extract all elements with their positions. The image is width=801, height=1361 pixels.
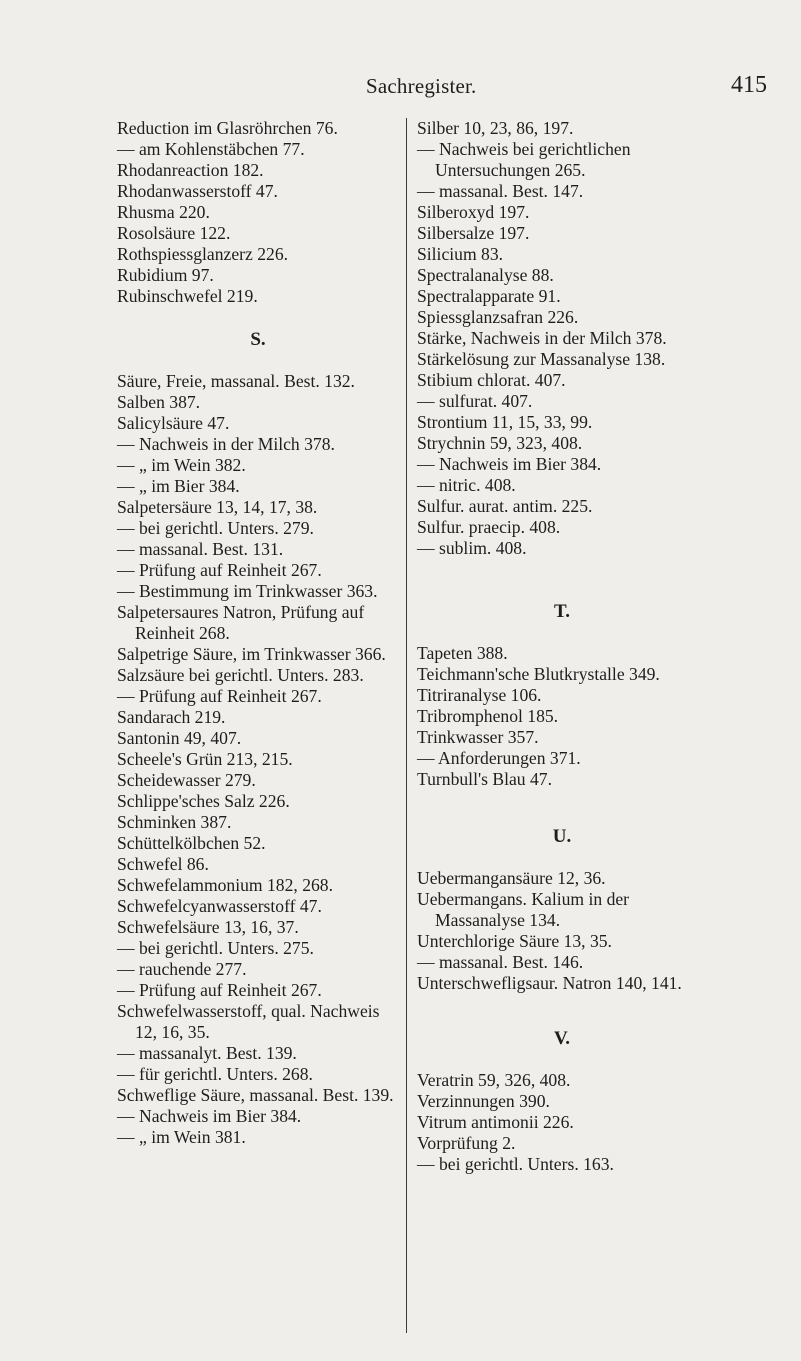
index-entry: Santonin 49, 407. [117, 728, 242, 748]
page-header [0, 68, 801, 102]
index-entry: Rhusma 220. [117, 202, 210, 222]
index-entry: Silber 10, 23, 86, 197. [417, 118, 574, 138]
index-entry: — sulfurat. 407. [417, 391, 533, 411]
index-entry: — Nachweis in der Milch 378. [117, 434, 335, 454]
index-entry: Schwefel 86. [117, 854, 209, 874]
index-entry: Rosolsäure 122. [117, 223, 231, 243]
section-letter-v: V. [553, 1028, 571, 1049]
index-entry: Salben 387. [117, 392, 201, 412]
index-entry: Turnbull's Blau 47. [417, 769, 552, 789]
index-entry: — sublim. 408. [417, 538, 527, 558]
index-entry: — bei gerichtl. Unters. 163. [417, 1154, 614, 1174]
running-title: Sachregister. [366, 74, 477, 98]
index-entry: Strychnin 59, 323, 408. [417, 433, 583, 453]
index-entry: Vorprüfung 2. [417, 1133, 516, 1153]
index-entry: Rothspiessglanzerz 226. [117, 244, 289, 264]
index-list-r [117, 118, 399, 307]
index-entry: — massanal. Best. 147. [417, 181, 584, 201]
index-entry: Schwefelwasserstoff, qual. Nachweis 12, 16, 35. [117, 1001, 380, 1042]
index-entry: Sulfur. aurat. antim. 225. [417, 496, 593, 516]
index-entry: Tapeten 388. [417, 643, 508, 663]
index-entry: Stärkelösung zur Massanalyse 138. [417, 349, 666, 369]
index-entry: — Prüfung auf Reinheit 267. [117, 560, 322, 580]
index-entry: Strontium 11, 15, 33, 99. [417, 412, 593, 432]
index-entry: Salzsäure bei gerichtl. Unters. 283. [117, 665, 364, 685]
index-entry: — Nachweis im Bier 384. [417, 454, 602, 474]
index-entry: Spectralanalyse 88. [417, 265, 554, 285]
index-entry: Schwefelcyanwasserstoff 47. [117, 896, 322, 916]
index-entry: — bei gerichtl. Unters. 275. [117, 938, 314, 958]
index-entry: Unterchlorige Säure 13, 35. [417, 931, 612, 951]
index-entry: Trinkwasser 357. [417, 727, 539, 747]
index-entry: Rhodanwasserstoff 47. [117, 181, 278, 201]
index-entry: — für gerichtl. Unters. 268. [117, 1064, 313, 1084]
page-number: 415 [731, 72, 767, 98]
index-entry: Unterschwefligsaur. Natron 140, 141. [417, 973, 682, 993]
index-entry: Sulfur. praecip. 408. [417, 517, 561, 537]
index-entry: Silbersalze 197. [417, 223, 530, 243]
index-list-s [117, 371, 399, 1148]
section-letter-t: T. [553, 601, 570, 622]
index-entry: Schwefelsäure 13, 16, 37. [117, 917, 299, 937]
index-entry: — am Kohlenstäbchen 77. [117, 139, 305, 159]
index-entry: Uebermangans. Kalium in der Massanalyse 134. [417, 889, 630, 930]
index-entry: — Bestimmung im Trinkwasser 363. [117, 581, 378, 601]
index-entry: Salpetersäure 13, 14, 17, 38. [117, 497, 318, 517]
section-letter-s: S. [250, 329, 266, 350]
index-entry: — massanalyt. Best. 139. [117, 1043, 297, 1063]
index-entry: Säure, Freie, massanal. Best. 132. [117, 371, 355, 391]
left-index-column [117, 118, 399, 1148]
index-list-s-continued [417, 118, 707, 559]
index-entry: — bei gerichtl. Unters. 279. [117, 518, 314, 538]
index-entry: Verzinnungen 390. [417, 1091, 550, 1111]
index-entry: — Prüfung auf Reinheit 267. [117, 980, 322, 1000]
index-entry: Rubinschwefel 219. [117, 286, 258, 306]
index-entry: — Nachweis im Bier 384. [117, 1106, 302, 1126]
index-entry: Schwefelammonium 182, 268. [117, 875, 333, 895]
index-entry: Schüttelkölbchen 52. [117, 833, 266, 853]
index-entry: — Prüfung auf Reinheit 267. [117, 686, 322, 706]
index-entry: Schminken 387. [117, 812, 232, 832]
index-list-v [417, 1070, 707, 1175]
index-entry: Veratrin 59, 326, 408. [417, 1070, 571, 1090]
index-entry: Silberoxyd 197. [417, 202, 530, 222]
index-entry: Schlippe'sches Salz 226. [117, 791, 290, 811]
index-entry: Rhodanreaction 182. [117, 160, 264, 180]
index-entry: Salicylsäure 47. [117, 413, 230, 433]
index-entry: Salpetersaures Natron, Prüfung auf Reinheit 268. [117, 602, 365, 643]
right-index-column [417, 118, 707, 1175]
column-divider [406, 118, 407, 1333]
index-list-t [417, 643, 707, 790]
index-entry: Reduction im Glasröhrchen 76. [117, 118, 338, 138]
section-letter-u: U. [552, 826, 572, 847]
index-entry: Stärke, Nachweis in der Milch 378. [417, 328, 667, 348]
index-entry: — Anforderungen 371. [417, 748, 581, 768]
index-entry: Vitrum antimonii 226. [417, 1112, 574, 1132]
index-entry: — Nachweis bei gerichtlichen Untersuchungen 265. [417, 139, 631, 180]
index-entry: Scheidewasser 279. [117, 770, 256, 790]
index-entry: Salpetrige Säure, im Trinkwasser 366. [117, 644, 386, 664]
index-entry: — rauchende 277. [117, 959, 247, 979]
index-entry: Spiessglanzsafran 226. [417, 307, 579, 327]
index-entry: Silicium 83. [417, 244, 504, 264]
index-entry: Tribromphenol 185. [417, 706, 559, 726]
index-list-u [417, 868, 707, 994]
index-entry: Spectralapparate 91. [417, 286, 561, 306]
index-entry: Teichmann'sche Blutkrystalle 349. [417, 664, 660, 684]
index-entry: Scheele's Grün 213, 215. [117, 749, 293, 769]
index-entry: Sandarach 219. [117, 707, 226, 727]
index-entry: Schweflige Säure, massanal. Best. 139. [117, 1085, 394, 1105]
index-entry: — nitric. 408. [417, 475, 516, 495]
index-entry: Uebermangansäure 12, 36. [417, 868, 606, 888]
index-entry: — „ im Wein 381. [117, 1127, 246, 1147]
index-entry: — massanal. Best. 146. [417, 952, 584, 972]
index-entry: Rubidium 97. [117, 265, 214, 285]
index-entry: Stibium chlorat. 407. [417, 370, 566, 390]
index-entry: Titriranalyse 106. [417, 685, 542, 705]
index-entry: — massanal. Best. 131. [117, 539, 284, 559]
index-entry: — „ im Bier 384. [117, 476, 240, 496]
index-entry: — „ im Wein 382. [117, 455, 246, 475]
